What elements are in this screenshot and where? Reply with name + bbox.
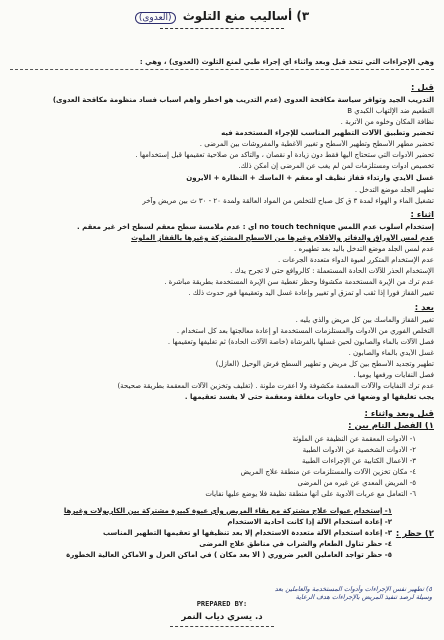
after-line-2: التخلص الفوري من الأدوات والمستلزمات المستخدمة أو إعادة معالجتها بعد كل استخدام . — [176, 327, 434, 335]
during-line-7: تغيير القفاز فورا إذا ثقب أو تمزق أو تغيير وإعادة غسل اليد وتعقيمها فور حدوث ذلك . — [188, 289, 434, 297]
prohibited-item-2: ٢- إعادة استخدام الآلة إذا كانت أحادية الاستخدام — [227, 518, 392, 526]
sequence-heading: قبل وبعد وأثناء : — [364, 410, 434, 419]
author-name-text: د. يسري دياب النمر — [181, 612, 263, 622]
after-line-5: تطهير وتجديد الأسطح بين كل مريض و تطهير السطح فرش الوحيل (العازل) — [215, 360, 434, 368]
intro-divider — [10, 69, 434, 70]
document-title — [118, 4, 326, 28]
after-line-4: غسل الأيدي بالماء والصابون . — [348, 349, 434, 357]
after-line-1: تغيير القفاز والماسك بين كل مريض والذي يليه . — [295, 316, 434, 324]
separation-item-3: ٣- الأعمال الكتابية عن الإجراءات الطبية — [302, 457, 416, 465]
after-line-3: فصل الآلات بالماء والصابون لحين غسلها بالفرشاة (خاصة الآلات الحادة) ثم تغليفها وتعقيمها . — [167, 338, 434, 346]
separation-item-5: ٥- المريض المعدي عن غيره من المرضى — [297, 479, 416, 487]
prohibited-item-4: ٤- حظر تناول الطعام والشراب في مناطق علاج المرضى — [199, 540, 392, 548]
separation-item-4: ٤- مكان تخزين الآلات والمستلزمات عن منطقة علاج المريض — [240, 468, 416, 476]
after-line-6: فصل النفايات ورفعها يوميا . — [353, 371, 434, 379]
author-underline — [170, 626, 274, 627]
handwritten-note-line-2: وسيلة لرصد تنفيذ المريض بالإجراءات هدف الرعاية — [295, 593, 432, 601]
after-heading: بعد : — [414, 304, 434, 313]
title-number: ٣) — [296, 9, 310, 23]
during-line-2: عدم لمس الأوراق والدفاتر والأقلام وغيرها من الأسطح المشتركة وغيرها بالقفاز الملوث — [131, 234, 434, 242]
before-line-3: نظافة المكان وخلوه من الأتربة . — [340, 118, 434, 126]
during-line-5: الإستخدام الحذر للآلات الحادة المستعملة : كالروافع حتى لا تجرح يدك . — [230, 267, 434, 275]
author-name — [0, 612, 444, 622]
after-line-8: يجب تغليفها أو وضعها في حاويات مغلقة ومعقمة حتى لا يفسد تعقيمها . — [184, 393, 434, 401]
prepared-by-label: PREPARED BY: — [196, 600, 248, 608]
sequence-subheading: ١) الفصل التام بين : — [348, 422, 434, 431]
title-text: أساليب منع التلوث — [182, 9, 293, 23]
before-line-1: التدريب الجيد وتوافر سياسة مكافحة العدوى (عدم التدريب هو أخطر وأهم أسباب فساد منظومة مكافحة العدوى) — [52, 96, 434, 104]
before-line-10: تشغيل الماء و الهواء لمدة ٣ ق كل صباح للتخلص من المواد العالقة ولمدة ٢٠ - ٣٠ ث بين مريض وآخر — [142, 197, 434, 205]
before-line-2: التطعيم ضد الإلتهاب الكبدي B — [347, 107, 434, 115]
before-heading: قبل : — [411, 84, 434, 93]
intro-text: وهي الإجراءات التي تتخذ قبل وبعد وأثناء أي إجراء طبي لمنع التلوث (العدوى) ، وهي : — [139, 58, 434, 66]
during-line-3: عدم لمس الجلد موضع التدخل باليد بعد تطهيره . — [294, 245, 434, 253]
after-line-7: عدم ترك النفايات والآلات المعقمة مكشوفة ولا أعقرت ملونة . (تغليف وتخزين الآلات المعقمة بطريقة صحيحة) — [117, 382, 434, 390]
before-line-8: غسل الأيدي وارتداء قفاز نظيف أو معقم + الماسك + النظارة + الأيرون — [186, 174, 434, 182]
before-line-4: تحضير وتطبيق الآلات التطهير المناسب للإجراء المستخدمة فيه — [221, 129, 434, 137]
prohibited-label: ٢) حظر : — [395, 530, 434, 539]
prohibited-item-5: ٥- حظر تواجد العاملين الغير ضروري ( ألا بعد مكان ) في أماكن العزل و الأماكن العالية الخطورة — [66, 551, 392, 559]
during-line-1: إستخدام أسلوب عدم اللمس no touch technique أي : عدم ملامسة سطح معقم لسطح آخر غير معقم . — [77, 223, 434, 231]
separation-item-2: ٢- الأدوات الشخصية عن الأدوات الطبية — [302, 446, 416, 454]
handwritten-note — [12, 585, 432, 601]
title-handwritten-annotation: (العدوى) — [135, 12, 176, 24]
title-underline — [160, 28, 284, 29]
separation-item-1: ١- الأدوات المعقمة عن النظيفة عن الملوثة — [292, 435, 416, 443]
during-heading: أثناء : — [410, 211, 434, 220]
prohibited-item-1: ١- إستخدام عبوات علاج مشتركة مع بقاء المريض وأي عبوة كبيرة مشتركة بين الكاربولات وغيرها — [63, 507, 392, 515]
before-line-9: تطهير الجلد موضع التدخل . — [354, 186, 434, 194]
before-line-5: تحضير مطهر الأسطح وتطهير الأسطح و تغيير الأغطية والمفروشات بين المرضى . — [199, 140, 434, 148]
prohibited-item-3: ٣- إعادة استخدام الآلة متعددة الاستخدام إلا بعد تنظيفها أو تعقيمها التطهير المناسب — [103, 529, 392, 537]
before-line-6: تحضير الأدوات التي ستحتاج اليها فقط دون زيادة أو نقصان ، والتأكد من صلاحية تعقيمها قبل إستخدامها . — [135, 151, 434, 159]
during-line-6: عدم ترك من الإبرة المستخدمة مكشوفا وحظر تغطية سن الإبرة المستخدمة بطريقة مباشرة . — [164, 278, 434, 286]
separation-item-6: ٦- التعامل مع عربات الأدوية على أنها منطقة نظيفة فلا يوضع عليها نفايات — [205, 490, 416, 498]
handwritten-note-line-1: ٥) تطهير نفس الإجراءات وأدوات المستخدمة والعاملين بعد — [274, 585, 432, 593]
during-line-4: عدم الإستخدام المتكرر لعبوة الدواء متعددة الجرعات . — [277, 256, 434, 264]
before-line-7: تخصيص أدوات ومستلزمات لمن لم يغب عن المرضى إن أمكن ذلك. — [238, 162, 434, 170]
